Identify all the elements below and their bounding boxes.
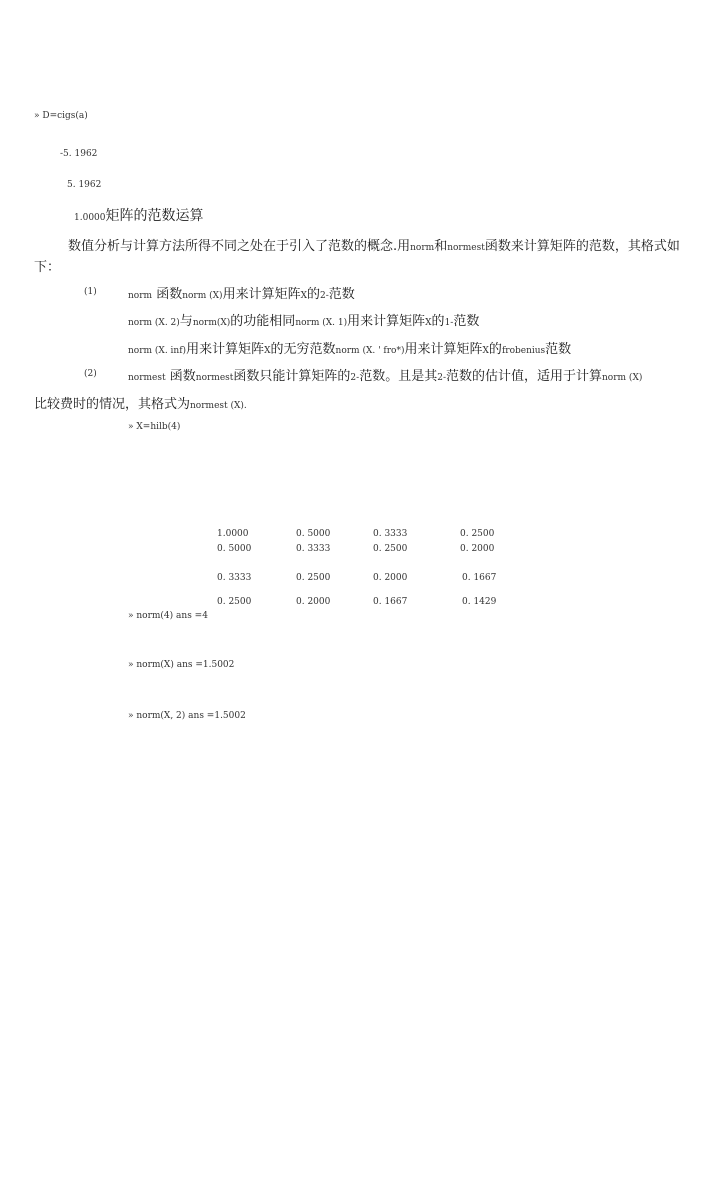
matrix-cell: 0. 3333 bbox=[373, 529, 408, 539]
command-hilb: » X=hilb(4) bbox=[128, 422, 181, 432]
matrix-cell: 0. 2000 bbox=[373, 573, 408, 583]
matrix-cell: 0. 1667 bbox=[462, 573, 497, 583]
item2-line: normest 函数normest函数只能计算矩阵的2-范数。且是其2-范数的估计值，适用于计算norm (X) bbox=[128, 369, 643, 384]
item2-number: (2) bbox=[84, 369, 97, 379]
eigenvalue-heading-line bbox=[74, 205, 204, 225]
eigenvalue-3: 1.0000 bbox=[74, 213, 106, 223]
matrix-cell: 0. 3333 bbox=[296, 544, 331, 554]
matrix-cell: 0. 2500 bbox=[460, 529, 495, 539]
matrix-cell: 0. 3333 bbox=[217, 573, 252, 583]
matrix-cell: 0. 2500 bbox=[217, 597, 252, 607]
item1-line-3: norm (X. inf)用来计算矩阵X的无穷范数norm (X. ' fro*)用来计算矩阵X的frobenius范数 bbox=[128, 342, 572, 357]
matrix-cell: 0. 1429 bbox=[462, 597, 497, 607]
result-norm-x: » norm(X) ans =1.5002 bbox=[128, 660, 235, 670]
matrix-cell: 1.0000 bbox=[217, 529, 249, 539]
item1-line-2: norm (X. 2)与norm(X)的功能相同norm (X. 1)用来计算矩阵X的1-范数 bbox=[128, 314, 480, 329]
item1-number: (1) bbox=[84, 287, 97, 297]
result-norm-4: » norm(4) ans =4 bbox=[128, 611, 208, 621]
command-eigs: » D=cigs(a) bbox=[34, 111, 88, 121]
intro-paragraph: 数值分析与计算方法所得不同之处在于引入了范数的概念.用norm和normest函数来计算矩阵的范数，其格式如下： bbox=[34, 239, 680, 275]
matrix-cell: 0. 2500 bbox=[373, 544, 408, 554]
matrix-cell: 0. 1667 bbox=[373, 597, 408, 607]
item1-line: norm 函数norm (X)用来计算矩阵X的2-范数 bbox=[128, 287, 355, 302]
eigenvalue-1: -5. 1962 bbox=[60, 149, 98, 159]
matrix-cell: 0. 5000 bbox=[217, 544, 252, 554]
item2-line-2: 比较费时的情况，其格式为normest (X). bbox=[34, 397, 247, 412]
section-heading: 矩阵的范数运算 bbox=[105, 208, 204, 224]
matrix-cell: 0. 5000 bbox=[296, 529, 331, 539]
matrix-cell: 0. 2500 bbox=[296, 573, 331, 583]
eigenvalue-2: 5. 1962 bbox=[67, 180, 102, 190]
result-norm-x-2: » norm(X, 2) ans =1.5002 bbox=[128, 711, 246, 721]
matrix-cell: 0. 2000 bbox=[460, 544, 495, 554]
matrix-cell: 0. 2000 bbox=[296, 597, 331, 607]
